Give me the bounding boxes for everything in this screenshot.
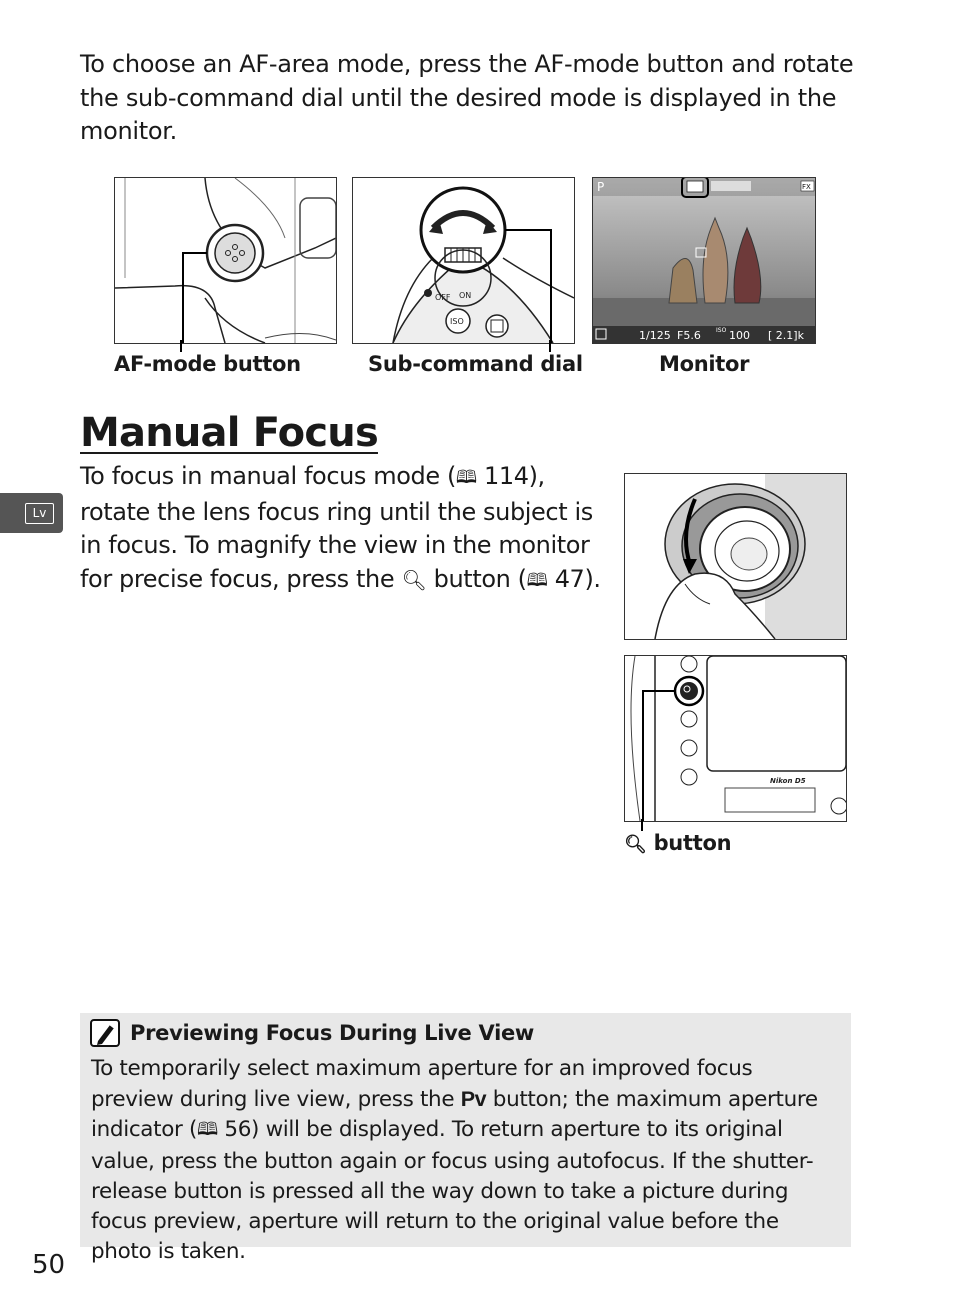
page-number: 50	[32, 1250, 66, 1280]
zoom-in-icon: 🔍︎	[624, 834, 647, 855]
dial-on-label: ON	[459, 291, 472, 300]
monitor-aperture-readout: F5.6	[677, 329, 701, 342]
monitor-caption: Monitor	[659, 352, 750, 376]
af-mode-button-figure	[114, 177, 337, 344]
manual-focus-paragraph	[80, 460, 610, 599]
live-view-section-tab	[0, 493, 63, 533]
page-ref-56: 56	[224, 1117, 252, 1143]
intro-paragraph: To choose an AF-area mode, press the AF-mode button and rotate the sub-command dial until the desired mode is displayed in the monitor.	[80, 50, 854, 145]
body-part-4: ).	[584, 565, 601, 594]
camera-brand-label: Nikon D5	[770, 777, 806, 785]
monitor-remaining-readout: [ 2.1]k	[768, 329, 804, 342]
monitor-iso-label: ISO	[716, 327, 727, 334]
zoom-in-icon: 🔍︎	[401, 568, 427, 593]
page-ref-47: 47	[554, 565, 585, 594]
note-title: Previewing Focus During Live View	[130, 1021, 535, 1045]
zoom-button-figure	[624, 655, 847, 822]
note-part-3: ) will be displayed. To return aperture to its original value, press the button again or focus using autofocus. If the shutter-release button is pressed all the way down to take a picture during focus preview, aperture will return to the original value before the photo is taken.	[91, 1117, 814, 1265]
sub-command-caption: Sub-command dial	[368, 352, 583, 376]
monitor-fx-badge: FX	[802, 183, 811, 191]
zoom-leader-line	[641, 819, 643, 831]
page-ref-114: 114	[483, 462, 529, 490]
body-part-3: button (	[426, 565, 527, 594]
sub-command-leader-line	[549, 340, 551, 352]
monitor-shutter-readout: 1/125	[639, 329, 671, 342]
section-title: Manual Focus	[80, 410, 378, 456]
live-view-tab-label: Lv	[25, 503, 54, 524]
zoom-button-caption-label: button	[653, 831, 732, 855]
note-body	[91, 1054, 841, 1267]
pencil-note-icon	[90, 1019, 120, 1051]
note-part-1: To temporarily select maximum aperture for an improved focus preview during live view, press the	[91, 1056, 753, 1113]
monitor-mode-readout: P	[597, 180, 605, 194]
monitor-iso-readout: 100	[729, 329, 750, 342]
note-part-2: button; the maximum aperture indicator (	[91, 1087, 818, 1143]
af-mode-caption: AF-mode button	[114, 352, 301, 376]
body-part-2: ), rotate the lens focus ring until the subject is in focus. To magnify the view in the monitor for precise focus, press the	[80, 462, 593, 594]
sub-command-dial-figure	[352, 177, 575, 344]
zoom-button-caption	[624, 831, 731, 855]
book-icon: 🕮	[455, 467, 477, 488]
dial-iso-label: ISO	[450, 317, 464, 326]
body-part-1: To focus in manual focus mode (	[80, 462, 456, 490]
af-mode-leader-line	[180, 340, 182, 352]
book-icon: 🕮	[526, 570, 548, 592]
pv-button-label: Pv	[460, 1087, 487, 1112]
book-icon: 🕮	[197, 1119, 218, 1141]
monitor-figure	[592, 177, 816, 344]
lens-focus-ring-figure	[624, 473, 847, 640]
note-box	[80, 1013, 851, 1265]
dial-off-label: OFF	[435, 293, 451, 302]
